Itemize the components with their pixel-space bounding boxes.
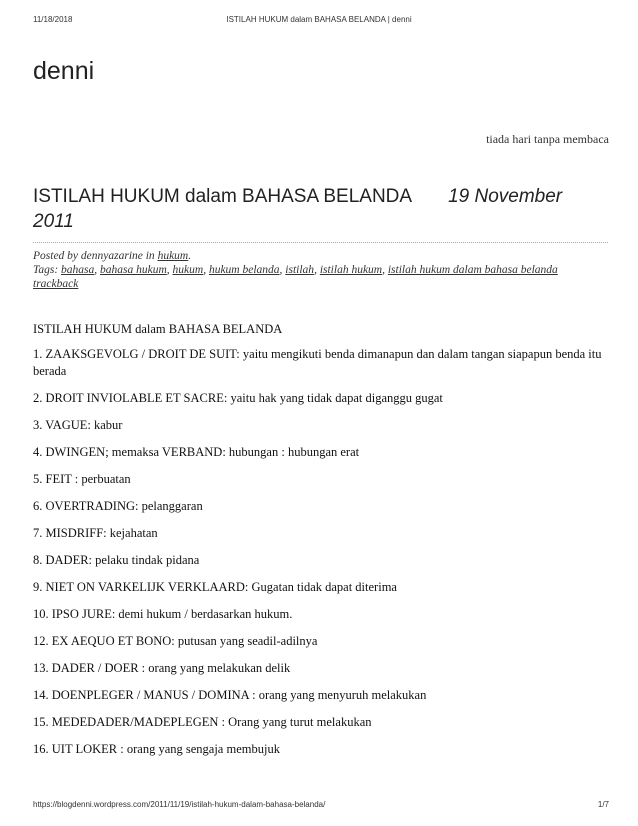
term-item: 7. MISDRIFF: kejahatan — [33, 526, 158, 540]
term-item: 13. DADER / DOER : orang yang melakukan delik — [33, 661, 291, 675]
site-title-link[interactable]: denni — [33, 57, 95, 85]
term-item: 4. DWINGEN; memaksa VERBAND: hubungan : hubungan erat — [33, 445, 360, 459]
title-divider — [33, 242, 608, 243]
print-page-title: ISTILAH HUKUM dalam BAHASA BELANDA | denni — [226, 15, 412, 24]
term-item: 15. MEDEDADER/MADEPLEGEN : Orang yang turut melakukan — [33, 715, 372, 729]
post-meta — [33, 249, 613, 291]
tag-link[interactable]: hukum — [172, 264, 204, 276]
term-item: 3. VAGUE: kabur — [33, 418, 123, 432]
print-date: 11/18/2018 — [33, 15, 73, 24]
tag-link[interactable]: istilah — [285, 264, 315, 276]
category-link[interactable]: hukum — [157, 250, 189, 262]
posted-by-text: Posted by dennyazarine in — [33, 250, 155, 262]
term-item: 5. FEIT : perbuatan — [33, 472, 131, 486]
term-item: 2. DROIT INVIOLABLE ET SACRE: yaitu hak yang tidak dapat diganggu gugat — [33, 391, 443, 405]
tags-label: Tags: — [33, 264, 59, 276]
post-content — [33, 321, 613, 768]
post-title — [33, 184, 608, 234]
trackback-line — [33, 277, 613, 291]
term-item: 10. IPSO JURE: demi hukum / berdasarkan hukum. — [33, 607, 293, 621]
term-item: 12. EX AEQUO ET BONO: putusan yang seadil-adilnya — [33, 634, 318, 648]
site-tagline: tiada hari tanpa membaca — [486, 132, 609, 146]
term-item: 14. DOENPLEGER / MANUS / DOMINA : orang yang menyuruh melakukan — [33, 688, 427, 702]
tag-link[interactable]: bahasa hukum — [100, 264, 167, 276]
term-item: 9. NIET ON VARKELIJK VERKLAARD: Gugatan tidak dapat diterima — [33, 580, 397, 594]
tag-link[interactable]: istilah hukum — [319, 264, 383, 276]
term-item: 1. ZAAKSGEVOLG / DROIT DE SUIT: yaitu mengikuti benda dimanapun dan dalam tangan siapapun benda itu berada — [33, 347, 602, 378]
tag-link[interactable]: istilah hukum dalam bahasa belanda — [387, 264, 558, 276]
content-intro: ISTILAH HUKUM dalam BAHASA BELANDA — [33, 322, 283, 336]
trackback-link[interactable]: trackback — [33, 278, 79, 290]
term-item: 8. DADER: pelaku tindak pidana — [33, 553, 200, 567]
print-url: https://blogdenni.wordpress.com/2011/11/19/istilah-hukum-dalam-bahasa-belanda/ — [33, 800, 326, 809]
print-page-number: 1/7 — [597, 800, 609, 809]
tag-link[interactable]: hukum belanda — [208, 264, 280, 276]
post-date: 19 November 2011 — [33, 186, 563, 232]
post-title-text: ISTILAH HUKUM dalam BAHASA BELANDA — [33, 186, 413, 207]
posted-by-line: Posted by dennyazarine in hukum. — [33, 250, 192, 262]
term-item: 6. OVERTRADING: pelanggaran — [33, 499, 203, 513]
term-item: 16. UIT LOKER : orang yang sengaja membujuk — [33, 742, 280, 756]
tags-line: Tags: bahasa, bahasa hukum, hukum, hukum belanda, istilah, istilah hukum, istilah hukum dalam bahasa belanda — [33, 264, 558, 276]
tag-link[interactable]: bahasa — [61, 264, 95, 276]
